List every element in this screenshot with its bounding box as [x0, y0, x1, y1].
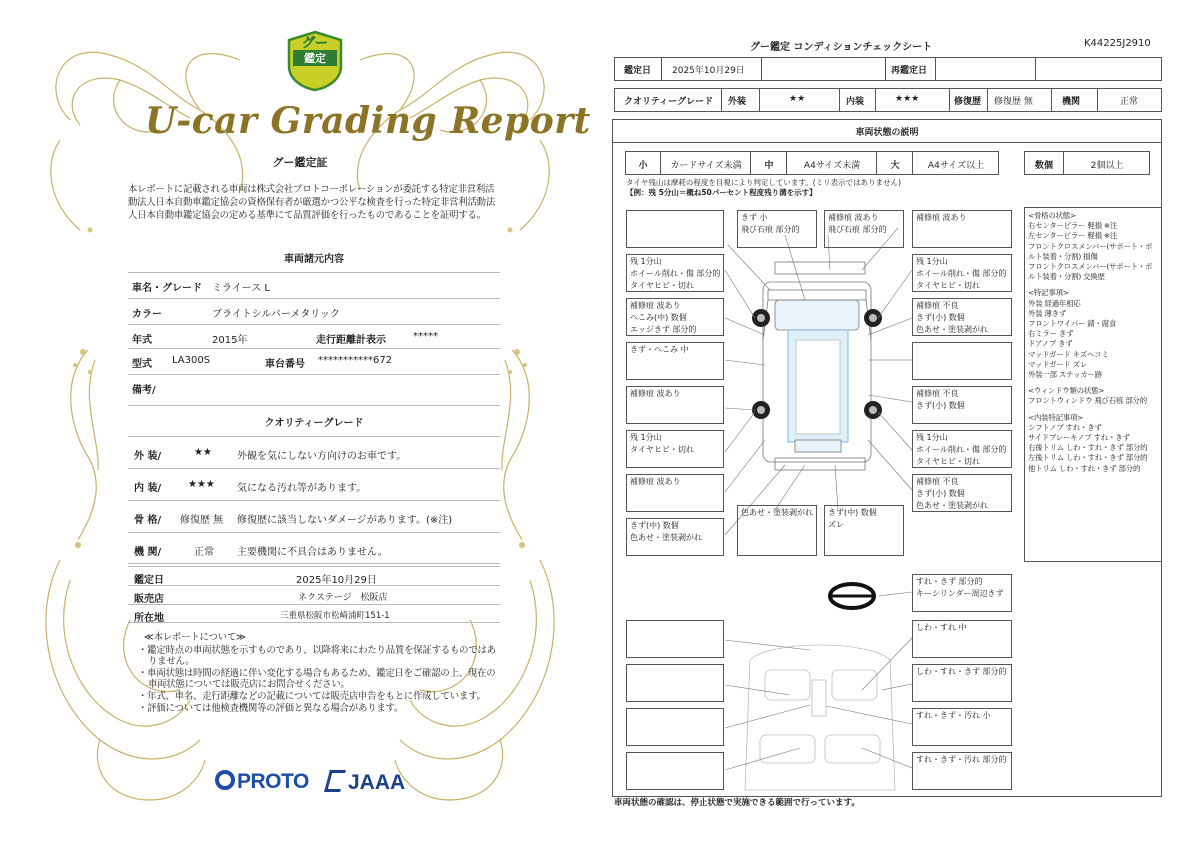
notes-line: 外装 薄きず [1028, 308, 1067, 318]
quality-row [128, 532, 500, 564]
spec-label: カラー [132, 309, 162, 320]
spec-row-name [128, 272, 500, 298]
note-item: ・評価については他検査機関等の評価と異なる場合があります。 [138, 702, 404, 714]
tire-note-line: タイヤ残山は摩耗の程度を目視により判定しています。(ミリ表示ではありません) [626, 178, 902, 187]
note-interior-3: すれ・きず・汚れ 小 [912, 708, 1012, 746]
note-right-front-tire: 残 1分山 ホイール削れ・傷 部分的 タイヤヒビ・切れ [912, 254, 1012, 292]
note-right-quarter: 補修痕 不良 きず(小) 数個 色あせ・塗装剥がれ [912, 474, 1012, 512]
note-front-right: 補修痕 波あり [912, 210, 1012, 248]
jaaa-logo [327, 770, 405, 795]
note-right-rear-tire: 残 1分山 ホイール削れ・傷 部分的 タイヤヒビ・切れ [912, 430, 1012, 468]
spec-value: 2015年 [212, 335, 248, 346]
engine-label: 機関 [1062, 97, 1081, 107]
spec-label: 車台番号 [265, 359, 305, 370]
note-steering: すれ・きず 部分的 キーシリンダー周辺きず [912, 574, 1012, 612]
notes-line: 右後トリム しわ・すれ・きず 部分的 [1028, 443, 1148, 453]
notes-line: ドアノブ きず [1028, 339, 1073, 349]
spec-label: 型式 [132, 359, 152, 370]
notes-line: 右ミラー きず [1028, 329, 1074, 339]
notes-section-title: <特記事項> [1028, 288, 1069, 298]
quality-description: 外観を気にしない方向けのお車です。 [237, 451, 407, 462]
spec-row-model [128, 348, 500, 374]
spec-row-color [128, 298, 500, 324]
spec-label: 年式 [132, 335, 152, 346]
note-interior-1: しわ・すれ 中 [912, 620, 1012, 658]
note-interior-2: しわ・すれ・きず 部分的 [912, 664, 1012, 702]
proto-mark-icon [215, 770, 235, 790]
engine-value: 正常 [1120, 97, 1139, 107]
reappraisal-label: 再鑑定日 [891, 66, 928, 76]
quality-label: 骨 格/ [134, 515, 162, 526]
repair-value: 修復歴 無 [994, 97, 1033, 107]
jaaa-mark-icon [324, 770, 346, 792]
quality-description: 修復歴に該当しないダメージがあります。(※注) [237, 515, 453, 526]
note-front-mid: 補修痕 波あり 飛び石痕 部分的 [824, 210, 904, 248]
certificate-title: グー鑑定証 [272, 156, 328, 169]
sheet-title: グー鑑定 コンディションチェックシート [750, 42, 933, 53]
quality-grade: ★★★ [188, 479, 215, 490]
date-label: 鑑定日 [624, 66, 652, 76]
date-value: 2025年10月29日 [672, 66, 745, 76]
interior-value: ★★★ [895, 94, 920, 104]
note-front-top: きず 小 飛び石痕 部分的 [737, 210, 817, 248]
goo-appraisal-badge-icon [287, 30, 343, 92]
badge-subtext: 鑑定 [304, 52, 326, 65]
appraisal-value: 2025年10月29日 [296, 575, 377, 586]
notes-line: フロントウィンドウ 飛び石痕 部分的 [1028, 396, 1147, 406]
spec-row-year [128, 324, 500, 348]
spec-value: ***********672 [318, 355, 393, 366]
quality-grade: 正常 [194, 547, 214, 558]
note-item: ・車両状態は時間の経過に伴い変化する場合もあるため、鑑定日をご確認の上、現在の車両状態については販売店にお問合せください。 [138, 667, 496, 691]
note-item: ・年式、車名、走行距離などの記載については販売店申告をもとに作成しています。 [138, 690, 486, 702]
note-left-quarter: 補修痕 波あり [626, 474, 724, 512]
note-left-rear-door: 補修痕 波あり [626, 386, 724, 424]
note-left-fender: 補修痕 波あり へこみ(中) 数個 エッジきず 部分的 [626, 298, 724, 336]
appraisal-label: 販売店 [134, 594, 164, 605]
jaaa-logo-text: JAAA [348, 771, 406, 794]
size-small: 小 [638, 161, 648, 171]
note-interior-blank-3 [626, 708, 724, 746]
count-desc: 2個以上 [1090, 161, 1124, 171]
notes-line: フロントクロスメンバー(サポート・ボルト装着・分割) 交換歴 [1028, 262, 1153, 282]
size-medium-desc: A4サイズ未満 [803, 161, 861, 171]
notes-line: 右センターピラー 軽損 ※注 [1028, 221, 1118, 231]
note-interior-blank-2 [626, 664, 724, 702]
note-interior-4: すれ・きず・汚れ 部分的 [912, 752, 1012, 790]
report-title: U-car Grading Report [145, 100, 591, 142]
vehicle-specs-title: 車両諸元内容 [284, 254, 344, 265]
notes-section-title: <ウィンドウ類の状態> [1028, 386, 1105, 396]
note-right-rear-door: 補修痕 不良 きず(小) 数個 [912, 386, 1012, 424]
repair-label: 修復歴 [954, 97, 982, 107]
spec-label: 走行距離計表示 [316, 335, 386, 346]
quality-grade: ★★ [194, 447, 212, 458]
note-interior-blank-4 [626, 752, 724, 790]
appraisal-row-date [128, 566, 500, 585]
quality-label: 内 装/ [134, 483, 162, 494]
size-large: 大 [890, 161, 900, 171]
quality-grade-title: クオリティーグレード [264, 418, 364, 429]
spec-value: ブライトシルバーメタリック [212, 309, 340, 320]
quality-description: 気になる汚れ等があります。 [237, 483, 367, 494]
note-rear-mid: 色あせ・塗装剥がれ [737, 505, 817, 556]
note-left-front-tire: 残 1分山 ホイール削れ・傷 部分的 タイヤヒビ・切れ [626, 254, 724, 292]
note-left-front-door: きず・へこみ 中 [626, 342, 724, 380]
notes-section-title: <骨格の状態> [1028, 211, 1076, 220]
quality-row [128, 468, 500, 500]
spec-label: 車名・グレード [132, 283, 202, 294]
vehicle-specs-table [128, 272, 500, 406]
spec-value: ミライース L [212, 283, 270, 294]
badge-text: グー [301, 36, 329, 51]
exterior-value: ★★ [789, 94, 806, 104]
quality-row [128, 436, 500, 468]
proto-logo-text: PROTO [237, 770, 309, 793]
spec-label: 備考/ [132, 385, 156, 396]
exterior-label: 外装 [728, 97, 747, 107]
certificate-statement: 本レポートに記載される車両は株式会社プロトコーポレーションが委託する特定非営利活動法人日本自動車鑑定協会の資格保有者が厳選かつ公平な検査を行った特定非営利活動法人日本自動車鑑定協会の定める基準にて品質評価を行ったものであることを証明する。 [128, 184, 496, 221]
appraisal-label: 鑑定日 [134, 575, 164, 586]
appraisal-row-address [128, 604, 500, 623]
quality-label: 外 装/ [134, 451, 162, 462]
quality-row [128, 500, 500, 532]
interior-label: 内装 [846, 97, 865, 107]
size-small-desc: カードサイズ未満 [670, 161, 742, 171]
notes-line: シフトノブ すれ・きず [1028, 422, 1102, 432]
note-rear-right: きず(中) 数個 ズレ [824, 505, 904, 556]
note-left-rear-tire: 残 1分山 タイヤヒビ・切れ [626, 430, 724, 468]
size-large-desc: A4サイズ以上 [927, 161, 985, 171]
quality-grade-table [128, 436, 500, 564]
size-medium: 中 [764, 161, 774, 171]
spec-value: LA300S [172, 355, 211, 366]
footer-note: 車両状態の確認は、停止状態で実施できる範囲で行っています。 [614, 798, 860, 808]
notes-section-title: <内装特記事項> [1028, 412, 1084, 422]
notes-line: フロントクロスメンバー(サポート・ボルト装着・分割) 損傷 [1028, 241, 1153, 261]
count-label: 数個 [1034, 161, 1053, 171]
note-right-fender: 補修痕 不良 きず(小) 数個 色あせ・塗装剥がれ [912, 298, 1012, 336]
quality-grade: 修復歴 無 [180, 515, 224, 526]
appraisal-value: 三重県松阪市松崎浦町151-1 [280, 611, 390, 621]
notes-line: 左センターピラー 軽損 ※注 [1028, 231, 1118, 241]
proto-logo [215, 770, 309, 794]
note-rear-left: きず(中) 数個 色あせ・塗装剥がれ [626, 518, 724, 556]
appraisal-row-store [128, 585, 500, 604]
note-item: ・鑑定時点の車両状態を示すものであり、以降将来にわたり品質を保証するものではありません。 [138, 644, 496, 668]
quality-label: 機 関/ [134, 547, 162, 558]
note-interior-blank-1 [626, 620, 724, 658]
spec-value: ***** [413, 331, 438, 342]
notes-line: 他トリム しわ・すれ・きず 部分的 [1028, 463, 1141, 473]
notes-line: マッドガード ズレ [1028, 359, 1088, 369]
notes-line: サイドブレーキノブ すれ・きず [1028, 433, 1130, 443]
quality-grade-label: クオリティーグレード [624, 97, 714, 107]
tire-note-example: 【例：残 5分山＝概ね50パーセント程度残り溝を示す】 [626, 188, 817, 197]
quality-description: 主要機関に不具合はありません。 [237, 547, 388, 558]
notes-line: フロントワイパー 錆・腐食 [1028, 319, 1117, 329]
notes-line: マッドガード キズヘコミ [1028, 349, 1109, 359]
condition-title: 車両状態の説明 [855, 128, 919, 138]
notes-title: ≪本レポートについて≫ [144, 632, 246, 643]
appraisal-info-table [128, 566, 500, 623]
report-notes [138, 632, 498, 714]
notes-line: 外装 経過年相応 [1028, 298, 1081, 308]
notes-line: 左後トリム しわ・すれ・きず 部分的 [1028, 453, 1148, 463]
sheet-code: K44225J2910 [1084, 38, 1151, 49]
spec-row-remarks [128, 374, 500, 406]
condition-check-sheet-page [600, 0, 1200, 848]
appraisal-label: 所在地 [134, 613, 164, 624]
appraisal-value: ネクステージ 松阪店 [298, 593, 388, 603]
notes-line: 外装一部 ステッカー跡 [1028, 370, 1102, 380]
